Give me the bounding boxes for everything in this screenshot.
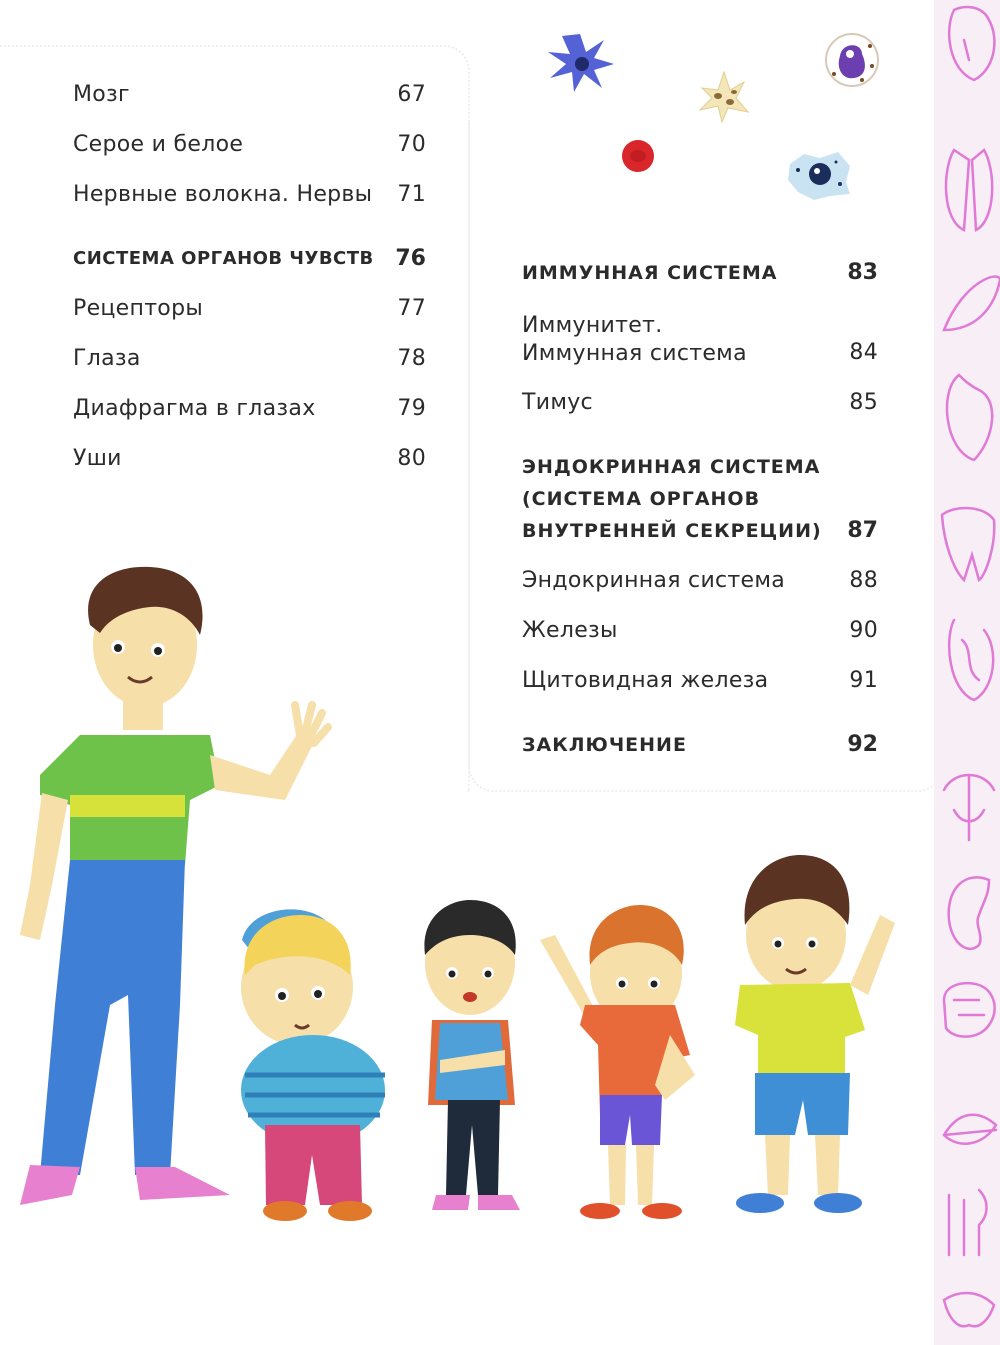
intestine-icon — [949, 620, 993, 700]
organs-sidebar — [934, 0, 1000, 1345]
toc-entry-title-line: Иммунитет. — [522, 313, 663, 338]
toc-entry-page: 91 — [849, 668, 878, 693]
joint-icon — [949, 1190, 987, 1255]
toc-entry-title: Диафрагма в глазах — [73, 396, 316, 421]
toc-section-title: ЗАКЛЮЧЕНИЕ — [522, 734, 687, 756]
toc-entry-title: Рецепторы — [73, 296, 204, 321]
toc-section-title: СИСТЕМА ОРГАНОВ ЧУВСТВ — [73, 248, 374, 269]
toc-entry-page: 70 — [397, 132, 426, 157]
toc-entry-page: 84 — [849, 340, 878, 365]
toc-entry-page: 88 — [849, 568, 878, 593]
liver-icon — [944, 277, 1000, 330]
ear-icon — [949, 877, 989, 948]
toc-section-title: ИММУННАЯ СИСТЕМА — [522, 262, 778, 284]
toc-entry-title: Эндокринная система — [522, 568, 786, 593]
toc-entry-title: Глаза — [73, 346, 141, 371]
red-blood-cell-icon — [622, 140, 654, 172]
lungs-icon — [946, 150, 992, 230]
toc-section-title-line: ВНУТРЕННЕЙ СЕКРЕЦИИ) — [522, 520, 822, 542]
lymphocyte-icon — [788, 152, 850, 200]
cells-illustration — [530, 20, 890, 200]
organs-icon-strip — [934, 0, 1000, 1345]
toc-entry-page: 77 — [397, 296, 426, 321]
kids-illustration — [0, 555, 930, 1235]
toc-entry-page: 79 — [397, 396, 426, 421]
toc-section-page: 83 — [847, 260, 878, 285]
toc-entry-title-line: Иммунная система — [522, 341, 747, 366]
chubby-boy-figure — [241, 909, 385, 1221]
bacteria-icon — [700, 72, 748, 122]
toc-section-title-line: ЭНДОКРИННАЯ СИСТЕМА — [522, 456, 821, 478]
uterus-icon — [944, 775, 994, 840]
toc-entry-page: 85 — [849, 390, 878, 415]
middle-boy-figure — [424, 900, 520, 1210]
toc-section-page: 76 — [395, 246, 426, 271]
toc-entry-title: Щитовидная железа — [522, 668, 769, 693]
toc-entry-page: 90 — [849, 618, 878, 643]
toc-section-title-line: (СИСТЕМА ОРГАНОВ — [522, 488, 761, 510]
toc-entry-title: Нервные волокна. Нервы — [73, 182, 373, 207]
toc-section-page: 92 — [847, 732, 878, 757]
toc-entry-title: Мозг — [73, 82, 130, 107]
blue-virus-icon — [548, 34, 614, 92]
heart-icon — [949, 7, 994, 80]
toc-entry-page: 78 — [397, 346, 426, 371]
yellow-shirt-boy-figure — [735, 855, 895, 1213]
tooth-icon — [942, 508, 994, 580]
toc-entry-title: Уши — [73, 446, 122, 471]
toc-entry-page: 80 — [397, 446, 426, 471]
toc-entry-title: Серое и белое — [73, 132, 244, 157]
hip-icon — [944, 1293, 994, 1326]
macrophage-icon — [826, 34, 878, 86]
toc-entry-title: Тимус — [522, 390, 593, 415]
brain-icon — [944, 983, 995, 1037]
toc-entry-page: 67 — [397, 82, 426, 107]
toc-entry-page: 71 — [397, 182, 426, 207]
stomach-icon — [947, 375, 992, 460]
toc-left — [73, 80, 426, 480]
ginger-boy-figure — [540, 905, 695, 1219]
toc-section-page: 87 — [847, 518, 878, 543]
toc-entry-title: Железы — [522, 618, 618, 643]
lips-icon — [944, 1115, 996, 1144]
